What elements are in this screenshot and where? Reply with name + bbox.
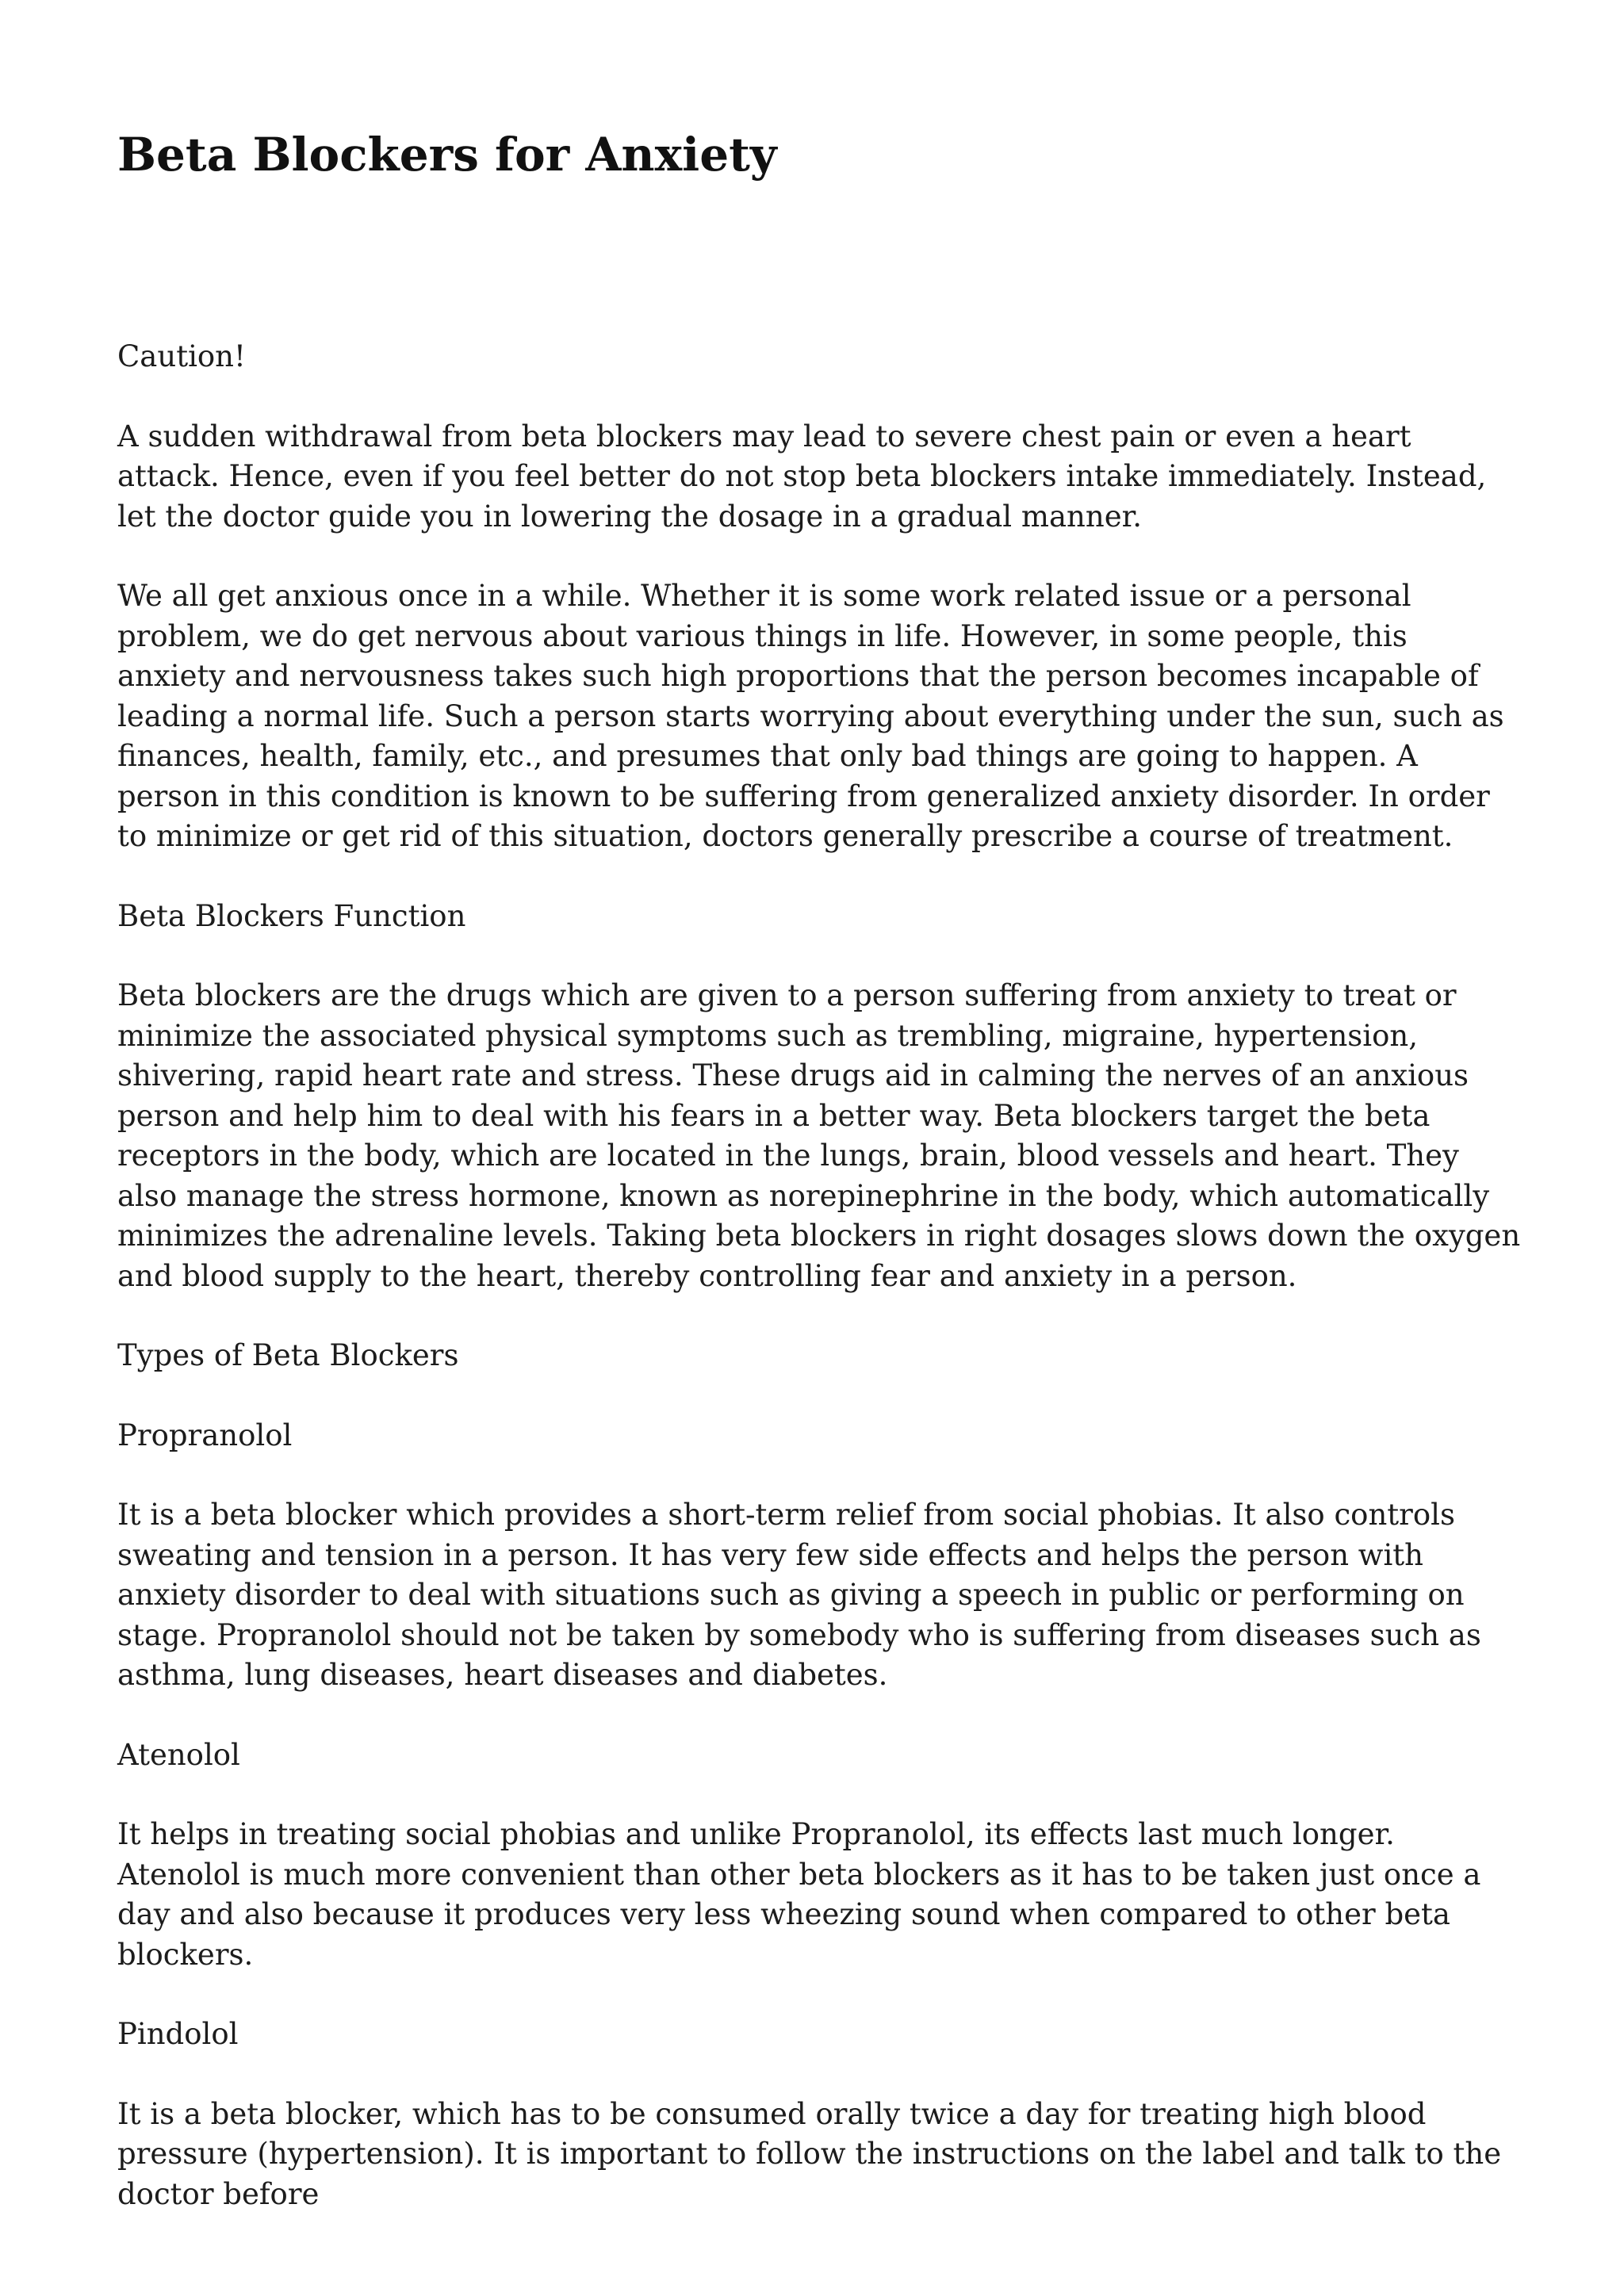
- caution-label: Caution!: [117, 339, 246, 373]
- function-paragraph: Beta blockers are the drugs which are given to a person suffering from anxiety to treat or minimize the associated physical symptoms such as trembling, migraine, hypertension, shivering, rapid heart rate and stress. These drugs aid in calming the nerves of an anxious person and help him to deal with his fears in a better way. Beta blockers target the beta receptors in the body, which are located in the lungs, brain, blood vessels and heart. They also manage the stress hormone, known as norepinephrine in the body, which automatically minimizes the adrenaline levels. Taking beta blockers in right dosages slows down the oxygen and blood supply to the heart, thereby controlling fear and anxiety in a person.: [117, 978, 1521, 1293]
- article-body: [117, 337, 1521, 2254]
- section-heading-types: Types of Beta Blockers: [117, 1338, 459, 1372]
- subheading-pindolol: Pindolol: [117, 2017, 239, 2051]
- propranolol-paragraph: It is a beta blocker which provides a short-term relief from social phobias. It also controls sweating and tension in a person. It has very few side effects and helps the person with anxiety disorder to deal with situations such as giving a speech in public or performing on stage. Propranolol should not be taken by somebody who is suffering from diseases such as asthma, lung diseases, heart diseases and diabetes.: [117, 1498, 1481, 1692]
- subheading-atenolol: Atenolol: [117, 1737, 240, 1772]
- page-title: Beta Blockers for Anxiety: [117, 128, 777, 182]
- subheading-propranolol: Propranolol: [117, 1418, 293, 1452]
- atenolol-paragraph: It helps in treating social phobias and unlike Propranolol, its effects last much longer. Atenolol is much more convenient than other beta blockers as it has to be taken just once a day and also because it produces very less wheezing sound when compared to other beta blockers.: [117, 1817, 1481, 1972]
- intro-paragraph: We all get anxious once in a while. Whether it is some work related issue or a personal problem, we do get nervous about various things in life. However, in some people, this anxiety and nervousness takes such high proportions that the person becomes incapable of leading a normal life. Such a person starts worrying about everything under the sun, such as finances, health, family, etc., and presumes that only bad things are going to happen. A person in this condition is known to be suffering from generalized anxiety disorder. In order to minimize or get rid of this situation, doctors generally prescribe a course of treatment.: [117, 579, 1504, 853]
- caution-paragraph: A sudden withdrawal from beta blockers may lead to severe chest pain or even a heart attack. Hence, even if you feel better do not stop beta blockers intake immediately. Instead, let the doctor guide you in lowering the dosage in a gradual manner.: [117, 419, 1487, 534]
- section-heading-function: Beta Blockers Function: [117, 898, 466, 933]
- pindolol-paragraph: It is a beta blocker, which has to be consumed orally twice a day for treating high blood pressure (hypertension). It is important to follow the instructions on the label and talk to the doctor before: [117, 2096, 1502, 2211]
